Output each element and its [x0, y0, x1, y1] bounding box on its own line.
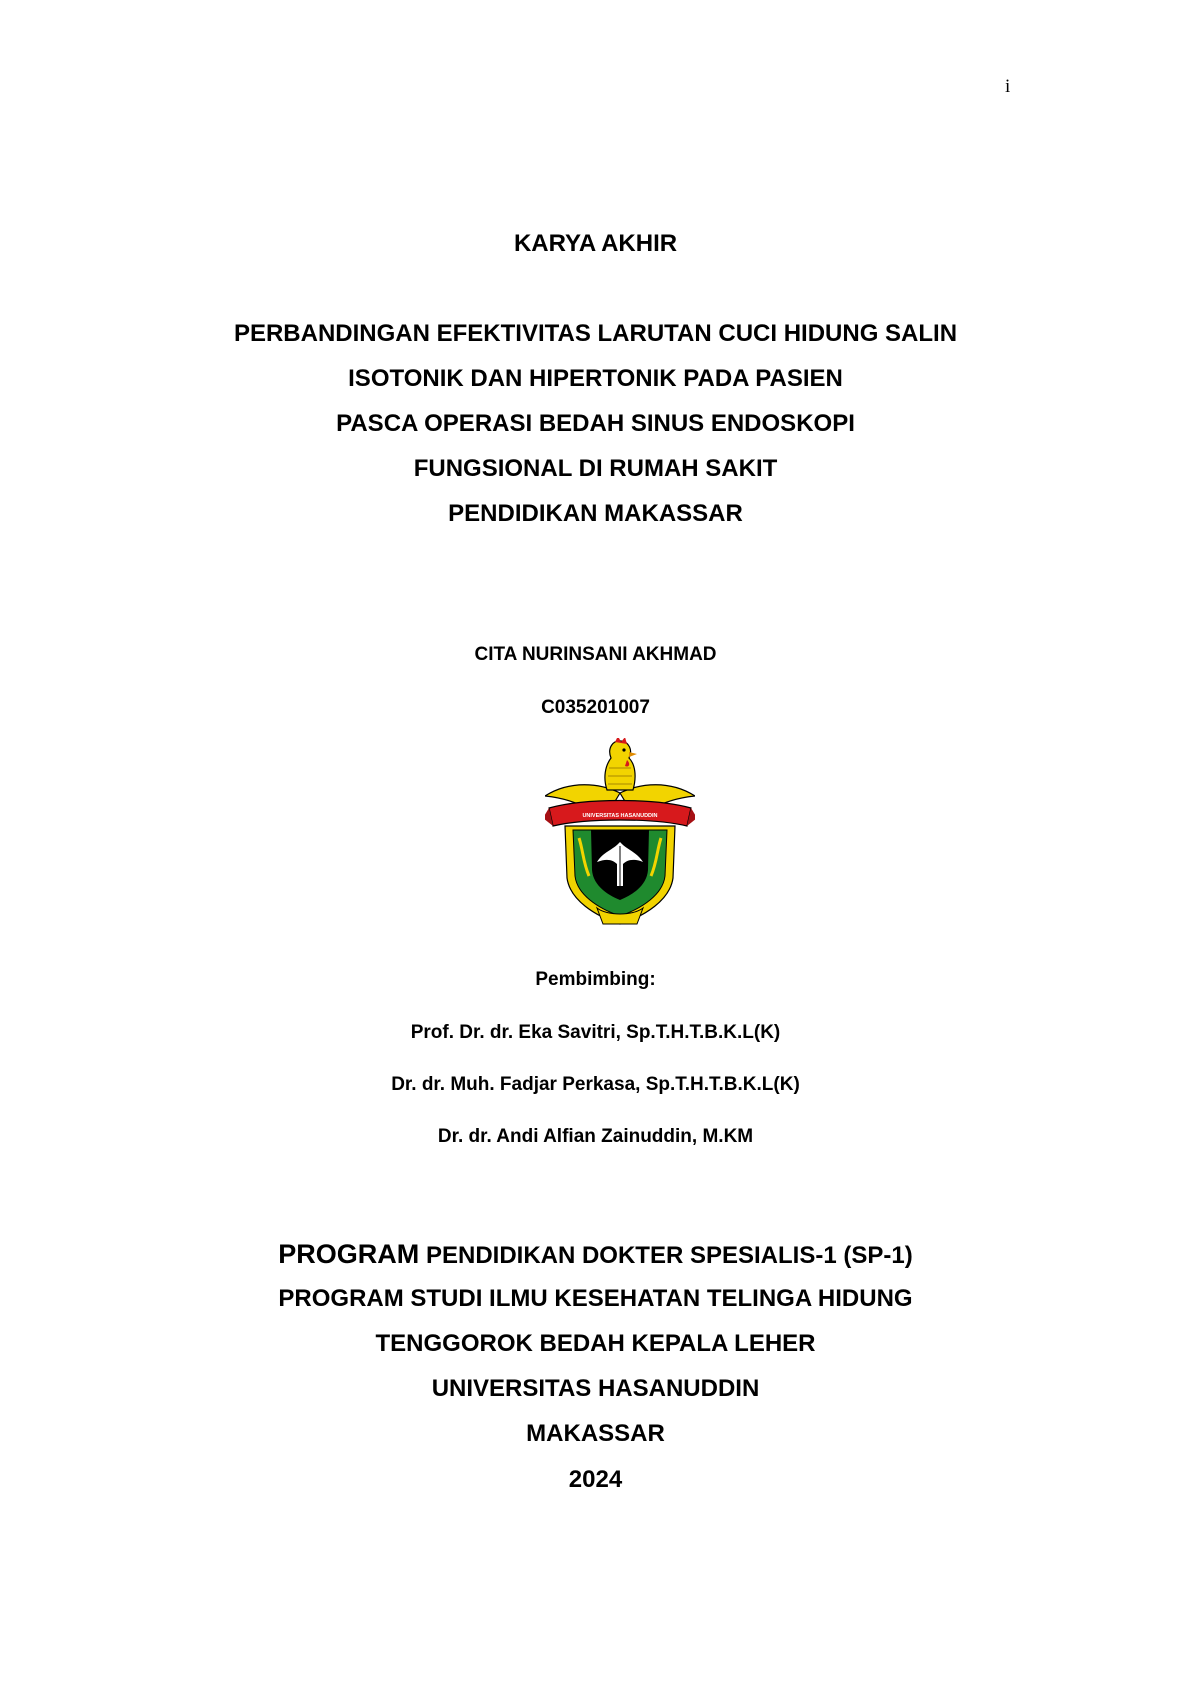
title-line-5: PENDIDIKAN MAKASSAR: [448, 500, 743, 527]
supervisor-1: Prof. Dr. dr. Eka Savitri, Sp.T.H.T.B.K.L(K): [410, 1022, 781, 1043]
program-rest: PENDIDIKAN DOKTER SPESIALIS-1 (SP-1): [419, 1242, 913, 1269]
university-name: UNIVERSITAS HASANUDDIN: [431, 1375, 760, 1402]
institution-line-1: PROGRAM STUDI ILMU KESEHATAN TELINGA HIDUNG: [278, 1285, 913, 1312]
program-line: [0, 1239, 1191, 1270]
program-first-word: PROGRAM: [278, 1239, 420, 1269]
supervisor-heading: Pembimbing:: [535, 969, 656, 990]
title-line-3: PASCA OPERASI BEDAH SINUS ENDOSKOPI: [336, 410, 855, 437]
city: MAKASSAR: [526, 1420, 665, 1447]
supervisor-3: Dr. dr. Andi Alfian Zainuddin, M.KM: [437, 1126, 754, 1147]
page-number: i: [1005, 76, 1011, 97]
logo-ribbon-text: UNIVERSITAS HASANUDDIN: [582, 813, 658, 819]
university-crest-icon: [545, 738, 695, 928]
institution-line-2: TENGGOROK BEDAH KEPALA LEHER: [375, 1330, 816, 1357]
year: 2024: [568, 1466, 623, 1493]
author-name: CITA NURINSANI AKHMAD: [474, 644, 717, 665]
student-id: C035201007: [541, 697, 650, 718]
title-line-2: ISOTONIK DAN HIPERTONIK PADA PASIEN: [348, 365, 843, 392]
title-line-1: PERBANDINGAN EFEKTIVITAS LARUTAN CUCI HIDUNG SALIN: [233, 320, 958, 347]
title-line-4: FUNGSIONAL DI RUMAH SAKIT: [413, 455, 778, 482]
supervisor-2: Dr. dr. Muh. Fadjar Perkasa, Sp.T.H.T.B.K.L(K): [391, 1074, 800, 1095]
document-type: KARYA AKHIR: [513, 230, 678, 257]
